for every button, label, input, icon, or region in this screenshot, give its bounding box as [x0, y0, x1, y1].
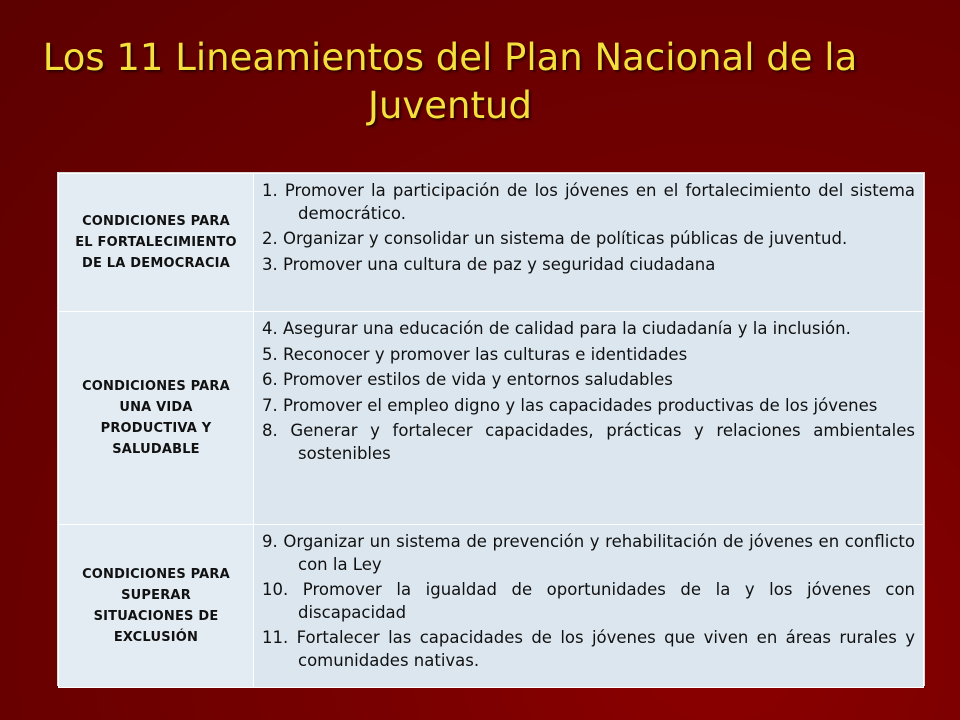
guideline-item: 10. Promover la igualdad de oportunidades de la y los jóvenes con discapacidad — [262, 580, 915, 622]
guidelines-cell — [254, 174, 924, 312]
category-label: CONDICIONES PARA EL FORTALECIMIENTO DE LA DEMOCRACIA — [75, 214, 237, 271]
category-cell — [59, 525, 254, 688]
guideline-item: 3. Promover una cultura de paz y seguridad ciudadana — [262, 254, 716, 274]
guideline-item: 8. Generar y fortalecer capacidades, prácticas y relaciones ambientales sostenibles — [262, 421, 915, 463]
guidelines-table — [57, 172, 925, 686]
guideline-item: 7. Promover el empleo digno y las capacidades productivas de los jóvenes — [262, 395, 878, 415]
guideline-item: 1. Promover la participación de los jóvenes en el fortalecimiento del sistema democrático. — [262, 181, 915, 223]
guidelines-cell — [254, 312, 924, 525]
category-cell — [59, 312, 254, 525]
guideline-item: 5. Reconocer y promover las culturas e identidades — [262, 344, 688, 364]
guideline-item: 6. Promover estilos de vida y entornos saludables — [262, 370, 673, 389]
guideline-item: 9. Organizar un sistema de prevención y rehabilitación de jóvenes en conflicto con la Ley — [262, 532, 915, 574]
slide-title — [0, 34, 900, 130]
category-label: CONDICIONES PARA SUPERAR SITUACIONES DE EXCLUSIÓN — [82, 567, 230, 645]
table-row-productive-life — [59, 312, 924, 525]
guideline-item: 4. Asegurar una educación de calidad para la ciudadanía y la inclusión. — [262, 319, 851, 338]
category-label: CONDICIONES PARA UNA VIDA PRODUCTIVA Y SALUDABLE — [82, 379, 230, 457]
guideline-item: 2. Organizar y consolidar un sistema de políticas públicas de juventud. — [262, 229, 848, 248]
slide-title-line-1: Los 11 Lineamientos del Plan Nacional de la — [42, 36, 858, 79]
table-row-exclusion — [59, 525, 924, 688]
table-row-democracy — [59, 174, 924, 312]
category-cell — [59, 174, 254, 312]
guideline-item: 11. Fortalecer las capacidades de los jóvenes que viven en áreas rurales y comunidades nativas. — [262, 628, 915, 670]
slide-title-line-2: Juventud — [368, 84, 532, 127]
guidelines-cell — [254, 525, 924, 688]
